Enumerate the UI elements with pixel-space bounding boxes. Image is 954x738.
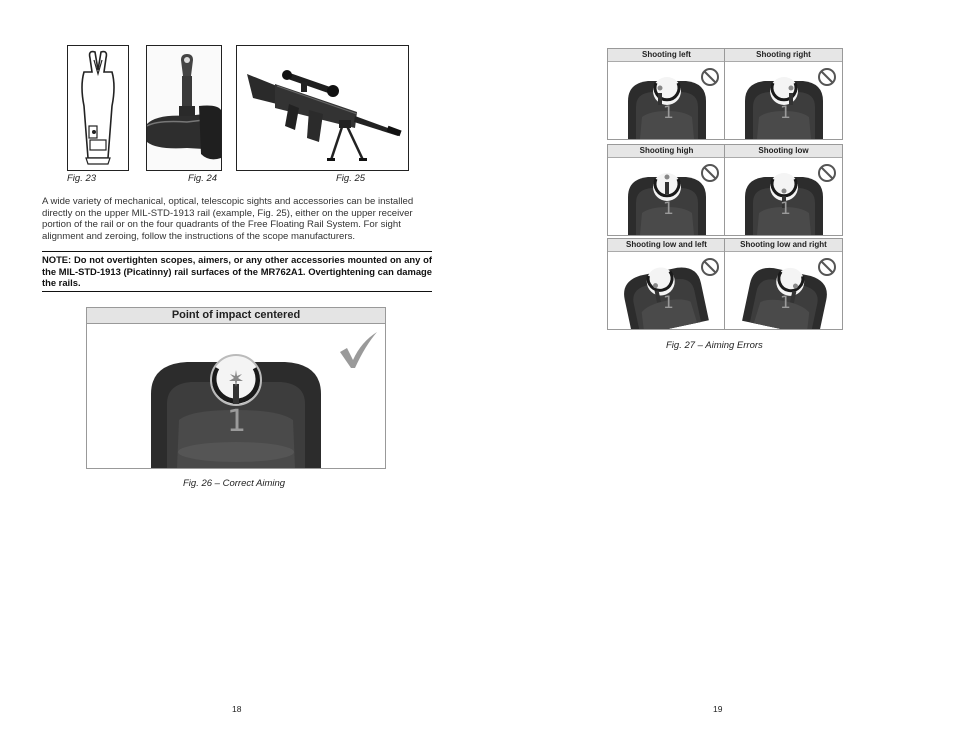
aiming-error-label: Shooting left [608, 49, 725, 62]
figure-24 [146, 45, 222, 171]
fig-27-caption: Fig. 27 – Aiming Errors [666, 340, 763, 351]
no-sign-icon [817, 163, 837, 183]
figure-26-correct-aiming [86, 307, 386, 469]
fig-26-caption: Fig. 26 – Correct Aiming [183, 478, 286, 489]
overtighten-warning-note: NOTE: Do not overtighten scopes, aimers, or any other accessories mounted on any of the MIL-STD-1913 (Picatinny) rail surfaces of the MR762A1. Overtightening can damage the rails. [42, 251, 432, 292]
rifle-with-scope-icon [237, 46, 408, 170]
aiming-error-label: Shooting high [608, 145, 725, 158]
aiming-error-label: Shooting low and left [608, 239, 725, 252]
aiming-error-cell [607, 48, 726, 140]
no-sign-icon [817, 67, 837, 87]
intro-paragraph: A wide variety of mechanical, optical, telescopic sights and accessories can be installed directly on the upper MIL-STD-1913 rail (example, Fig. 25), either on the upper receiver portion of the rail or on the four quadrants of the Free Floating Rail System. For sight alignment and zeroing, follow the instructions of the scope manufacturers. [42, 196, 414, 242]
fig-23-caption: Fig. 23 [67, 173, 97, 184]
fig-26-numeral: 1 [227, 404, 247, 439]
aiming-error-cell [724, 48, 843, 140]
aiming-error-label: Shooting low [725, 145, 842, 158]
checkmark-icon [337, 330, 379, 370]
page-number-left: 18 [232, 704, 242, 714]
fig-26-header: Point of impact centered [87, 308, 385, 324]
aiming-error-label: Shooting low and right [725, 239, 842, 252]
figure-25 [236, 45, 409, 171]
aiming-error-cell [607, 144, 726, 236]
no-sign-icon [817, 257, 837, 277]
aiming-errors-grid [607, 48, 841, 328]
aiming-error-numeral: 1 [780, 103, 791, 123]
aiming-error-cell [607, 238, 726, 330]
aiming-error-label: Shooting right [725, 49, 842, 62]
page-number-right: 19 [713, 704, 723, 714]
no-sign-icon [700, 163, 720, 183]
aiming-error-numeral: 1 [663, 103, 674, 123]
aiming-error-numeral: 1 [780, 199, 791, 219]
aiming-error-numeral: 1 [663, 293, 674, 313]
fig-24-caption: Fig. 24 [188, 173, 218, 184]
front-sight-icon [68, 46, 128, 170]
no-sign-icon [700, 257, 720, 277]
mounted-sight-icon [147, 46, 221, 170]
aiming-error-cell [724, 144, 843, 236]
aiming-error-numeral: 1 [663, 199, 674, 219]
aiming-error-numeral: 1 [780, 293, 791, 313]
fig-25-caption: Fig. 25 [336, 173, 366, 184]
no-sign-icon [700, 67, 720, 87]
aiming-error-cell [724, 238, 843, 330]
figure-23 [67, 45, 129, 171]
